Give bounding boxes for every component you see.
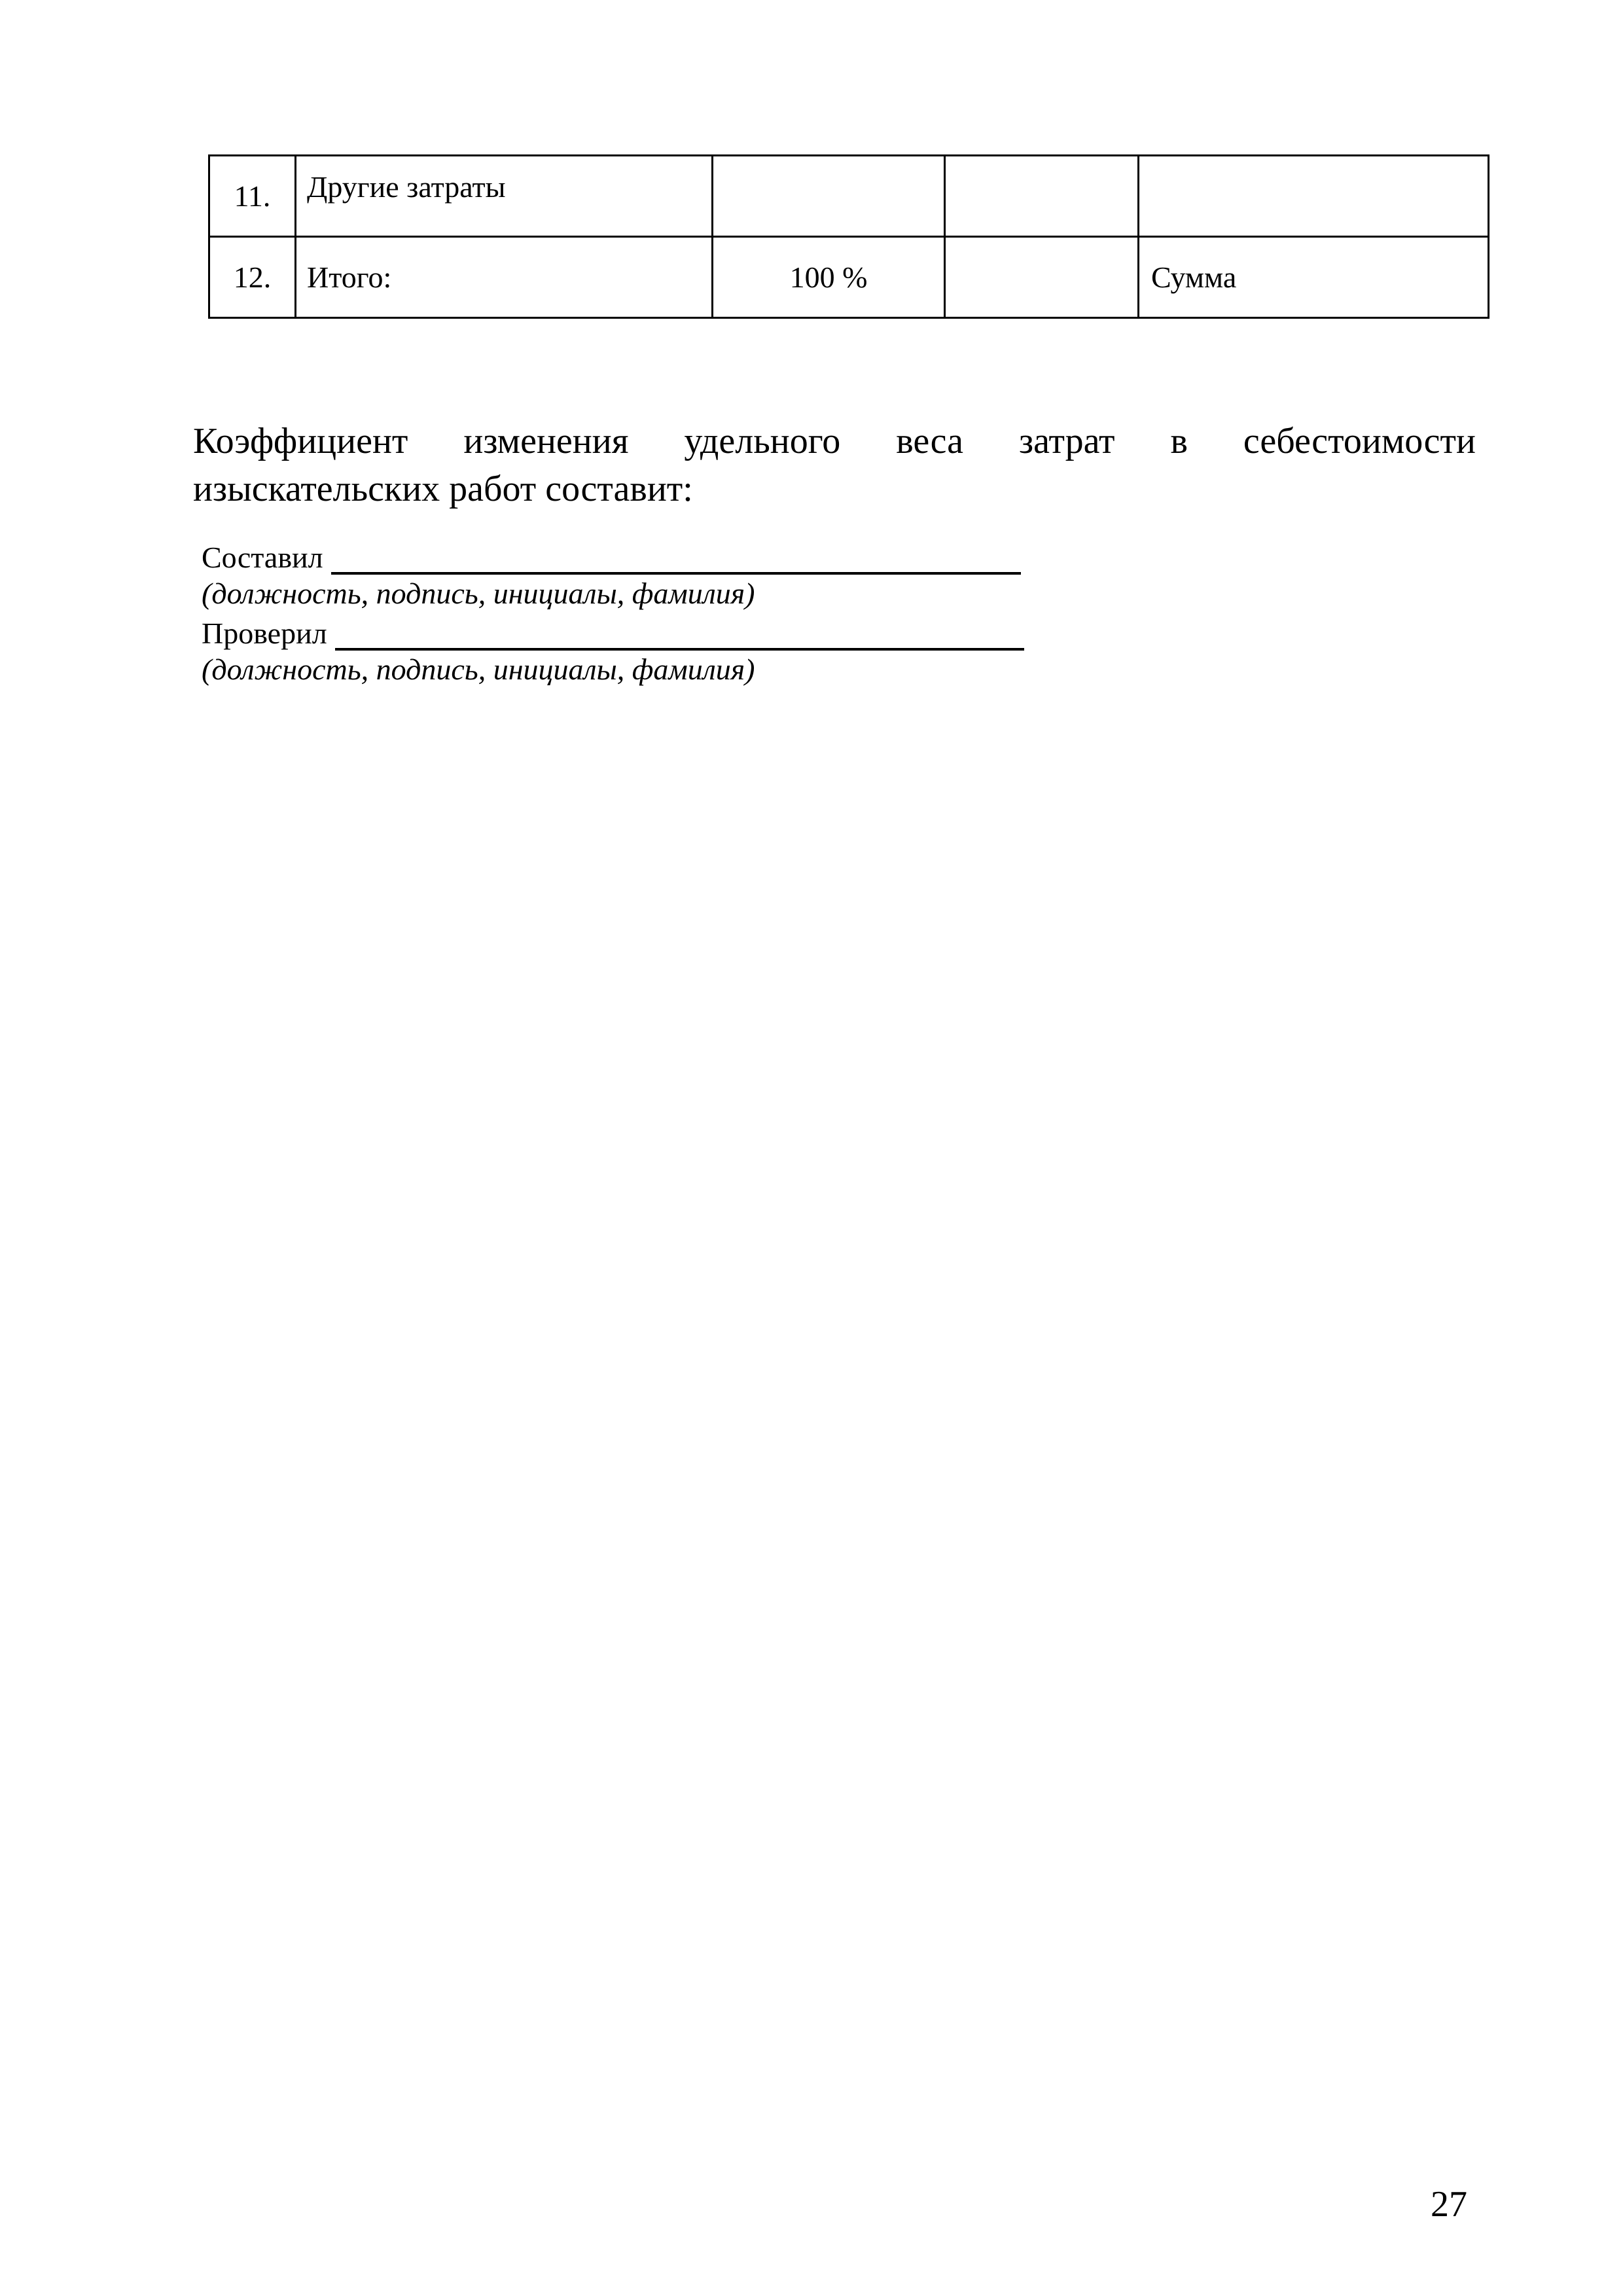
paragraph-word: Коэффициент [193,421,408,461]
paragraph-word: затрат [1018,421,1115,461]
cost-item-name: Итого: [296,237,713,318]
cost-item-percent: 100 % [713,237,945,318]
paragraph-word: изменения [463,421,629,461]
paragraph-word: в [1170,421,1188,461]
cost-item-col4 [945,237,1139,318]
cost-item-sum [1139,156,1489,237]
row-number: 11. [209,156,296,237]
signature-block [202,537,1024,689]
paragraph-word: веса [896,421,963,461]
checked-by-signature-line [335,622,1024,651]
cost-item-sum: Сумма [1139,237,1489,318]
checked-by-row [202,613,1024,651]
compiled-by-label: Составил [202,541,323,574]
compiled-by-caption: (должность, подпись, инициалы, фамилия) [202,577,755,610]
checked-by-caption: (должность, подпись, инициалы, фамилия) [202,653,755,686]
paragraph-line-2: изыскательских работ составит: [193,469,693,509]
checked-by-label: Проверил [202,617,327,650]
row-number: 12. [209,237,296,318]
cost-table [208,154,1489,319]
coefficient-paragraph [193,418,1476,513]
table-row [209,156,1489,237]
cost-item-percent [713,156,945,237]
paragraph-line-1 [193,418,1476,465]
compiled-by-signature-line [331,546,1021,575]
cost-item-name: Другие затраты [296,156,713,237]
paragraph-word: себестоимости [1243,421,1476,461]
paragraph-word: удельного [684,421,841,461]
table-row [209,237,1489,318]
compiled-by-row [202,537,1024,575]
page-number: 27 [1431,2184,1467,2225]
cost-item-col4 [945,156,1139,237]
